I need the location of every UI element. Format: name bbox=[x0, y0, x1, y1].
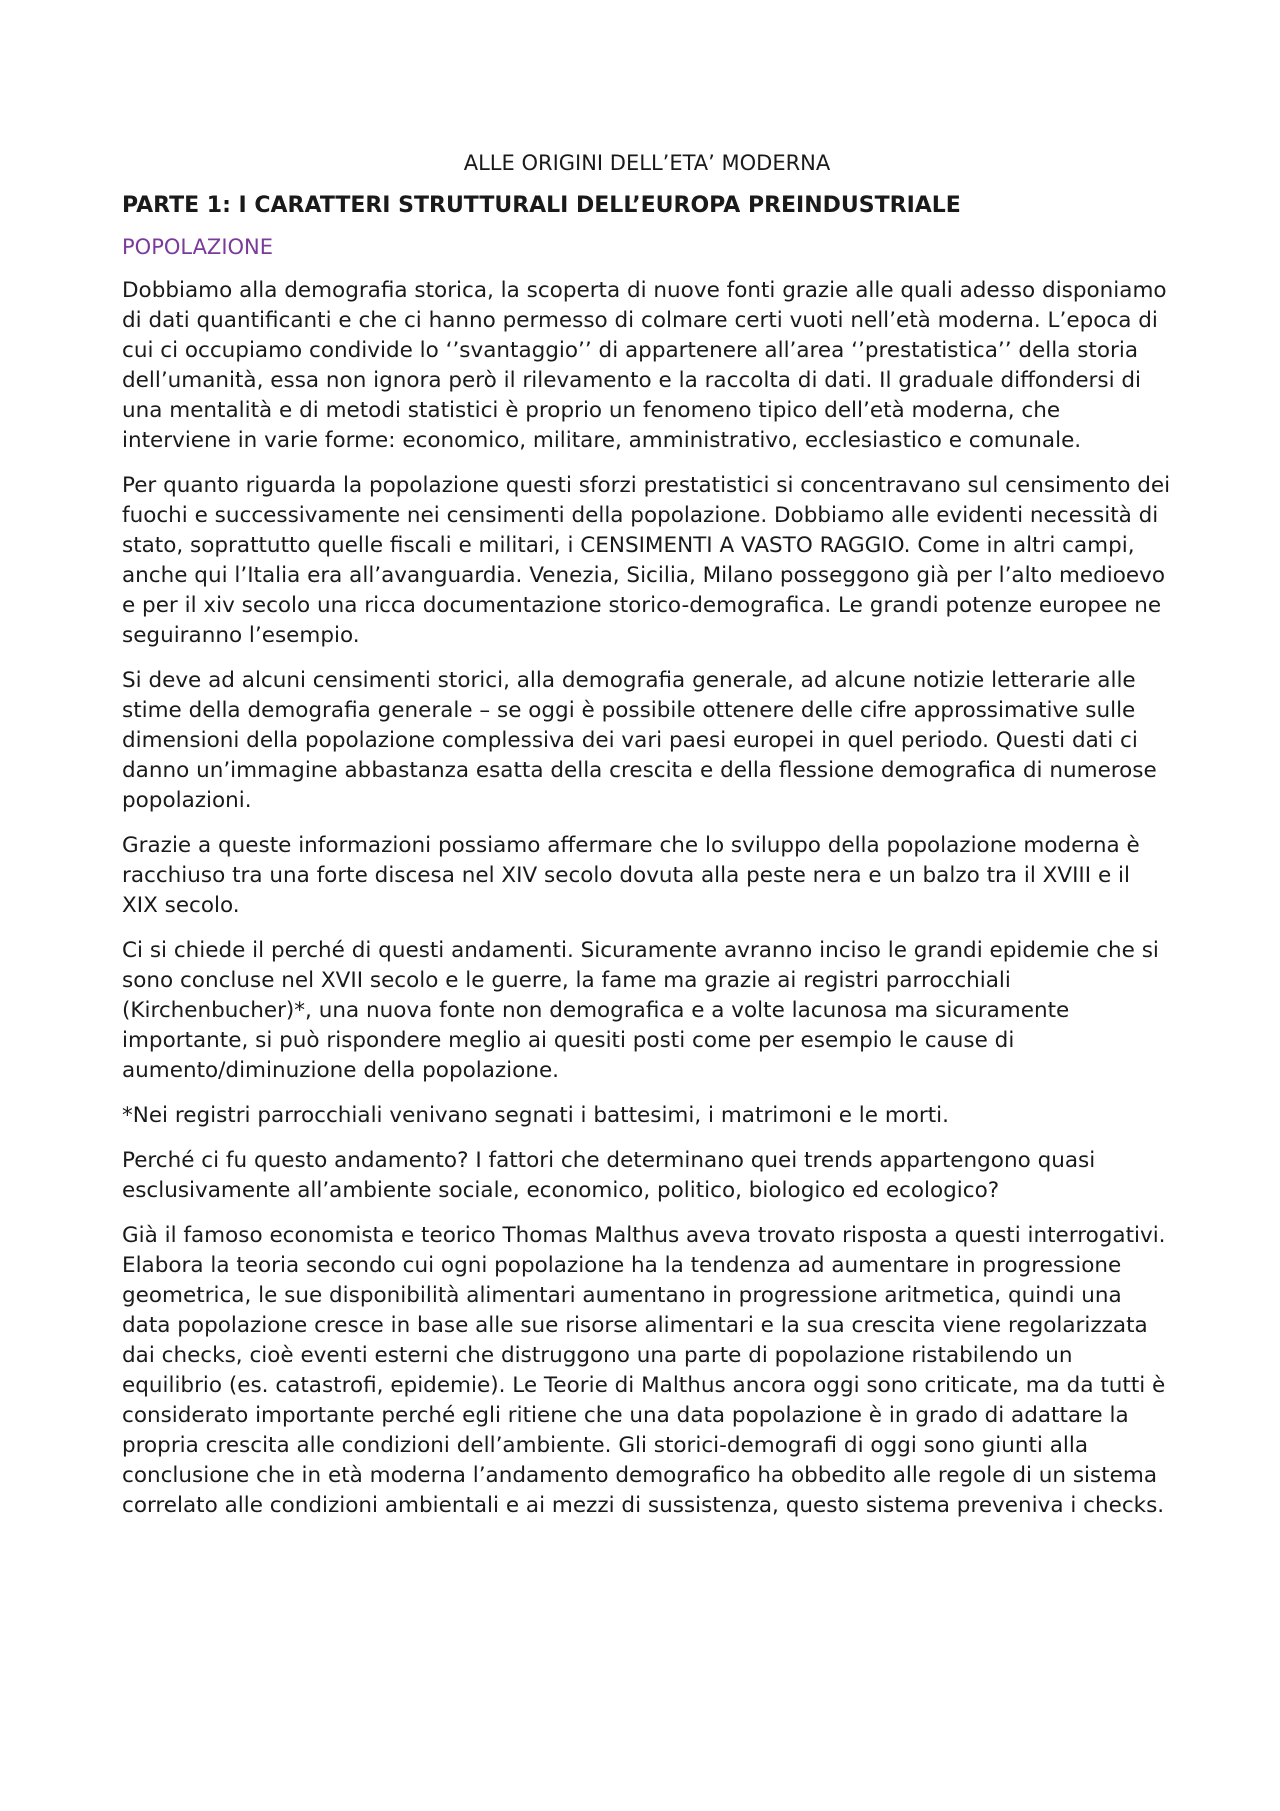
paragraph: Perché ci fu questo andamento? I fattori che determinano quei trends appartengono quasi esclusivamente all’ambiente sociale, economico, politico, biologico ed ecologico? bbox=[122, 1148, 1096, 1203]
paragraph: Ci si chiede il perché di questi andamenti. Sicuramente avranno inciso le grandi epidemie che si sono concluse nel XVII secolo e le guerre, la fame ma grazie ai registri parrocchiali (Kirchenbucher)*, una nuova fonte non demografica e a volte lacunosa ma sicuramente importante, si può rispondere meglio ai quesiti posti come per esempio le cause di aumento/diminuzione della popolazione. bbox=[122, 938, 1159, 1083]
footnote-paragraph: *Nei registri parrocchiali venivano segnati i battesimi, i matrimoni e le morti. bbox=[122, 1103, 949, 1128]
paragraph: Grazie a queste informazioni possiamo affermare che lo sviluppo della popolazione moderna è racchiuso tra una forte discesa nel XIV secolo dovuta alla peste nera e un balzo tra il XVIII e il XIX secolo. bbox=[122, 833, 1140, 918]
paragraph: Si deve ad alcuni censimenti storici, alla demografia generale, ad alcune notizie letterarie alle stime della demografia generale – se oggi è possibile ottenere delle cifre approssimative sulle dimensioni della popolazione complessiva dei vari paesi europei in quel periodo. Questi dati ci danno un’immagine abbastanza esatta della crescita e della flessione demografica di numerose popolazioni. bbox=[122, 668, 1157, 813]
paragraph: Già il famoso economista e teorico Thomas Malthus aveva trovato risposta a questi interrogativi. Elabora la teoria secondo cui ogni popolazione ha la tendenza ad aumentare in progressione geometrica, le sue disponibilità alimentari aumentano in progressione aritmetica, quindi una data popolazione cresce in base alle sue risorse alimentari e la sua crescita viene regolarizzata dai checks, cioè eventi esterni che distruggono una parte di popolazione ristabilendo un equilibrio (es. catastrofi, epidemie). Le Teorie di Malthus ancora oggi sono criticate, ma da tutti è considerato importante perché egli ritiene che una data popolazione è in grado di adattare la propria crescita alle condizioni dell’ambiente. Gli storici-demografi di oggi sono giunti alla conclusione che in età moderna l’andamento demografico ha obbedito alle regole di un sistema correlato alle condizioni ambientali e ai mezzi di sussistenza, questo sistema preveniva i checks. bbox=[122, 1223, 1166, 1518]
document-title: ALLE ORIGINI DELL’ETA’ MODERNA bbox=[463, 151, 831, 175]
document-page bbox=[122, 148, 1172, 1536]
section-heading: POPOLAZIONE bbox=[122, 235, 274, 259]
paragraph: Dobbiamo alla demografia storica, la scoperta di nuove fonti grazie alle quali adesso disponiamo di dati quantificanti e che ci hanno permesso di colmare certi vuoti nell’età moderna. L’epoca di cui ci occupiamo condivide lo ‘’svantaggio’’ di appartenere all’area ‘’prestatistica’’ della storia dell’umanità, essa non ignora però il rilevamento e la raccolta di dati. Il graduale diffondersi di una mentalità e di metodi statistici è proprio un fenomeno tipico dell’età moderna, che interviene in varie forme: economico, militare, amministrativo, ecclesiastico e comunale. bbox=[122, 278, 1167, 453]
paragraph: Per quanto riguarda la popolazione questi sforzi prestatistici si concentravano sul censimento dei fuochi e successivamente nei censimenti della popolazione. Dobbiamo alle evidenti necessità di stato, soprattutto quelle fiscali e militari, i CENSIMENTI A VASTO RAGGIO. Come in altri campi, anche qui l’Italia era all’avanguardia. Venezia, Sicilia, Milano posseggono già per l’alto medioevo e per il xiv secolo una ricca documentazione storico-demografica. Le grandi potenze europee ne seguiranno l’esempio. bbox=[122, 473, 1171, 648]
part-heading: PARTE 1: I CARATTERI STRUTTURALI DELL’EUROPA PREINDUSTRIALE bbox=[122, 193, 961, 218]
